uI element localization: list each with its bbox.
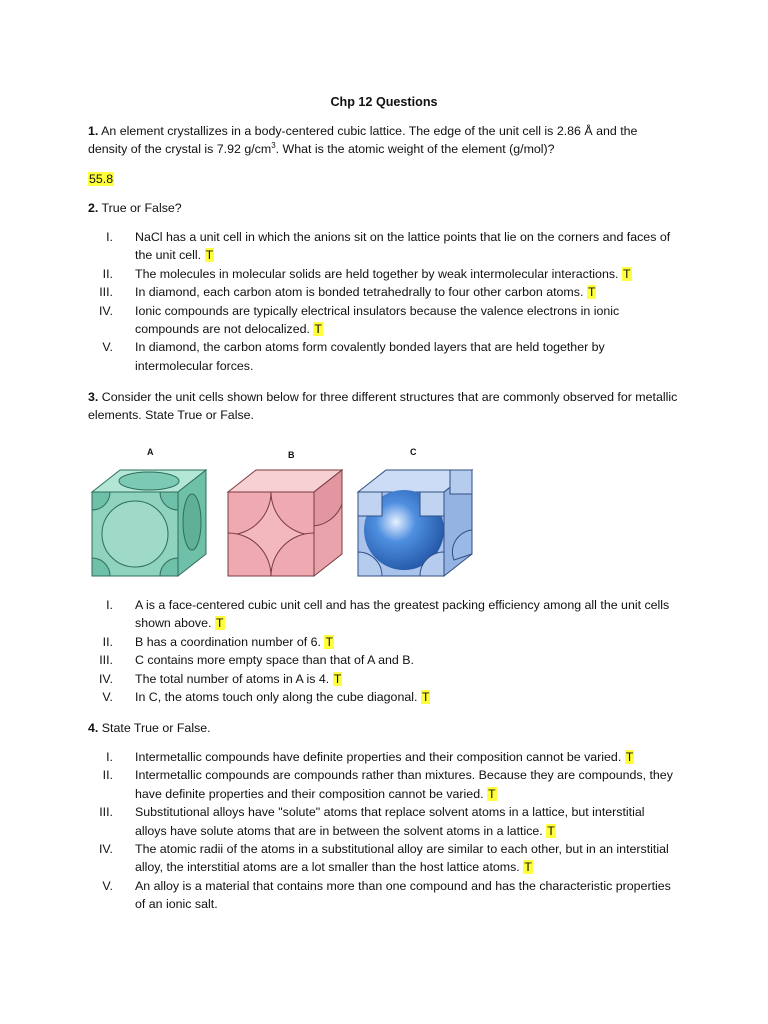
- question-2-number: 2.: [88, 201, 99, 215]
- list-item: [88, 596, 678, 633]
- item-answer: T: [314, 322, 322, 337]
- item-answer: T: [587, 285, 596, 300]
- item-text: NaCl has a unit cell in which the anions sit on the lattice points that lie on the corners and faces of the unit cell.: [135, 230, 671, 263]
- item-number: III.: [99, 285, 113, 300]
- item-answer: T: [205, 248, 214, 263]
- item-text: Intermetallic compounds are compounds rather than mixtures. Because they are compounds, they have definite properties and their composition cannot be varied.: [135, 768, 673, 801]
- item-text: Substitutional alloys have "solute" atoms that replace solvent atoms in a lattice, but interstitial alloys have solute atoms that are in between the solvent atoms in a lattice.: [135, 805, 645, 838]
- item-text: C contains more empty space than that of A and B.: [135, 653, 414, 668]
- unit-cell-a-image: [88, 464, 210, 582]
- figure-label-c: C: [410, 447, 417, 457]
- question-1-superscript: 3: [271, 141, 276, 151]
- list-item: [88, 670, 678, 688]
- item-number: III.: [99, 805, 113, 820]
- list-item: [88, 840, 678, 877]
- list-item: [88, 265, 678, 283]
- item-text: Intermetallic compounds have definite properties and their composition cannot be varied.: [135, 750, 622, 764]
- question-4-number: 4.: [88, 721, 99, 735]
- question-1-answer: [88, 170, 678, 188]
- item-text: A is a face-centered cubic unit cell and has the greatest packing efficiency among all the unit cells shown above.: [135, 598, 670, 631]
- item-number: IV.: [98, 303, 113, 318]
- item-answer: T: [215, 616, 224, 631]
- item-answer: T: [421, 690, 430, 705]
- item-text: The molecules in molecular solids are held together by weak intermolecular interactions.: [135, 266, 619, 281]
- item-text: B has a coordination number of 6.: [135, 634, 321, 649]
- item-number: II.: [102, 266, 113, 281]
- item-answer: T: [524, 860, 532, 875]
- item-number: V.: [102, 340, 113, 355]
- list-item: [88, 228, 678, 265]
- item-number: IV.: [98, 842, 113, 857]
- item-number: IV.: [98, 671, 113, 686]
- item-number: I.: [106, 230, 113, 244]
- question-3-list: [88, 596, 678, 706]
- list-item: [88, 338, 678, 375]
- question-4-list: [88, 748, 678, 914]
- question-1-number: 1.: [88, 124, 99, 138]
- item-number: V.: [102, 690, 113, 705]
- item-answer: T: [622, 266, 631, 281]
- item-number: I.: [106, 598, 113, 612]
- unit-cell-c-image: [354, 464, 476, 582]
- item-text: In diamond, the carbon atoms form covalently bonded layers that are held together by intermolecular forces.: [135, 340, 605, 373]
- list-item: [88, 633, 678, 651]
- list-item: [88, 748, 678, 766]
- question-2-text: True or False?: [98, 201, 182, 215]
- list-item: [88, 283, 678, 301]
- item-text: The atomic radii of the atoms in a substitutional alloy are similar to each other, but in an interstitial alloy, the interstitial atoms are a lot smaller than the host lattice atoms.: [135, 842, 669, 875]
- list-item: [88, 877, 678, 914]
- question-1-answer-value: 55.8: [89, 172, 114, 186]
- item-answer: T: [325, 634, 334, 649]
- item-answer: T: [547, 823, 555, 838]
- list-item: [88, 803, 678, 840]
- unit-cell-figures: [88, 444, 488, 584]
- question-3-number: 3.: [88, 390, 99, 404]
- item-text: In diamond, each carbon atom is bonded tetrahedrally to four other carbon atoms.: [135, 285, 584, 300]
- question-3-text: Consider the unit cells shown below for three different structures that are commonly observed for metallic elements. State True or False.: [88, 390, 678, 423]
- item-number: V.: [102, 878, 113, 893]
- unit-cell-b-image: [224, 464, 346, 582]
- item-text: An alloy is a material that contains more than one compound and has the characteristic properties of an ionic salt.: [135, 878, 671, 912]
- question-1: [88, 122, 678, 159]
- item-answer: T: [333, 671, 342, 686]
- item-number: I.: [106, 750, 113, 764]
- list-item: [88, 688, 678, 706]
- list-item: [88, 651, 678, 669]
- item-answer: T: [625, 750, 634, 764]
- question-4: [88, 719, 678, 737]
- figure-label-b: B: [288, 450, 295, 460]
- figure-label-a: A: [147, 447, 154, 457]
- item-text: The total number of atoms in A is 4.: [135, 671, 330, 686]
- question-2-list: [88, 228, 678, 375]
- list-item: [88, 302, 678, 339]
- item-answer: T: [487, 786, 496, 801]
- page-title: Chp 12 Questions: [330, 95, 438, 109]
- item-text: In C, the atoms touch only along the cube diagonal.: [135, 690, 421, 705]
- item-number: II.: [102, 634, 113, 649]
- item-number: III.: [99, 653, 113, 668]
- item-text: Ionic compounds are typically electrical insulators because the valence electrons in ionic compounds are not delocalized.: [135, 303, 620, 337]
- question-4-text: State True or False.: [98, 721, 211, 735]
- list-item: [88, 766, 678, 803]
- item-number: II.: [102, 768, 113, 783]
- question-2: [88, 199, 678, 217]
- question-1-text-b: . What is the atomic weight of the element (g/mol)?: [275, 142, 555, 157]
- question-1-text-a: An element crystallizes in a body-centered cubic lattice. The edge of the unit cell is 2.86 Å and the density of the crystal is 7.92 g/cm: [88, 124, 638, 157]
- question-3: [88, 388, 678, 425]
